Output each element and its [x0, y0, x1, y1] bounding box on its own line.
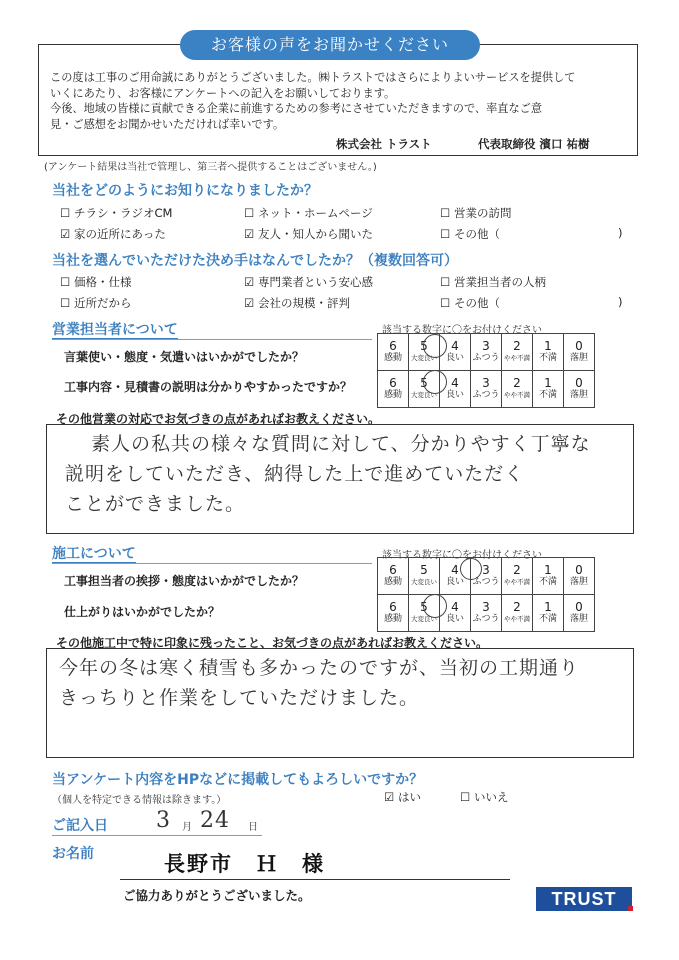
sales-rating-hint: 該当する数字に〇をお付けください [382, 325, 542, 336]
sales-question-1: 言葉使い・態度・気遣いはいかがでしたか？ [64, 350, 305, 364]
construction-section-title: 施工について [52, 546, 136, 562]
selected-rating-circle [423, 334, 447, 358]
comment-line: ことができました。 [65, 493, 246, 515]
privacy-note: (アンケート結果は当社で管理し、第三者へ提供することはございません。) [44, 162, 377, 173]
construction-question-2: 仕上がりはいかがでしたか？ [64, 605, 221, 619]
checkbox-icon[interactable]: ☐ [60, 206, 71, 220]
rating-cell-2[interactable]: 2 やや不満 [502, 334, 533, 371]
entry-month[interactable]: 3 [156, 808, 171, 833]
day-unit: 日 [248, 822, 258, 833]
rating-cell-3[interactable]: 3 ふつう [471, 595, 502, 632]
trust-logo: TRUST [536, 887, 632, 911]
rating-cell-2[interactable]: 2 やや不満 [502, 595, 533, 632]
sales-comment-prompt: その他営業の対応でお気づきの点があればお教えください。 [56, 412, 381, 426]
rating-cell-4[interactable]: 4 良い [440, 371, 471, 408]
construction-comment-prompt: その他施工中で特に印象に残ったこと、お気づきの点があればお教えください。 [56, 636, 489, 650]
q1-other-close: ) [618, 226, 623, 240]
month-unit: 月 [182, 822, 192, 833]
checkbox-icon[interactable]: ☐ [460, 790, 471, 804]
company-name: 株式会社 トラスト [336, 137, 432, 151]
checkbox-icon[interactable]: ☐ [60, 275, 71, 289]
divider [52, 563, 372, 564]
intro-line: 見・ご感想をお聞かせいただければ幸いです。 [50, 117, 285, 131]
thanks-message: ご協力ありがとうございました。 [123, 888, 311, 903]
q2-option-nearby[interactable]: ☐ 近所だから [60, 296, 132, 310]
checked-checkbox-icon[interactable]: ☑ [244, 296, 255, 310]
intro-line: この度は工事のご用命誠にありがとうございました。㈱トラストではさらによりよいサービスを提供して [50, 71, 576, 84]
q2-option-price[interactable]: ☐ 価格・仕様 [60, 275, 132, 289]
rating-cell-5[interactable]: 5 大変良い [409, 371, 440, 408]
checkbox-icon[interactable]: ☐ [440, 275, 451, 289]
checked-checkbox-icon[interactable]: ☑ [60, 227, 71, 241]
intro-line: 今後、地域の皆様に貢献できる企業に前進するための参考にさせていただきますので、率直なご意 [50, 102, 543, 115]
logo-accent-dot [628, 906, 633, 911]
checked-checkbox-icon[interactable]: ☑ [384, 790, 395, 804]
intro-line: いくにあたり、お客様にアンケートへの記入をお願いしております。 [50, 86, 396, 100]
comment-line: きっちりと作業をしていただけました。 [59, 687, 420, 709]
rating-cell-2[interactable]: 2 やや不満 [502, 558, 533, 595]
sales-rating-table [377, 333, 595, 408]
rating-cell-6[interactable]: 6 感動 [378, 334, 409, 371]
q2-option-reputation[interactable]: ☑ 会社の規模・評判 [244, 296, 350, 310]
q1-option-friend[interactable]: ☑ 友人・知人から聞いた [244, 227, 373, 241]
entry-day[interactable]: 24 [200, 808, 230, 833]
checkbox-icon[interactable]: ☐ [440, 296, 451, 310]
rating-cell-0[interactable]: 0 落胆 [564, 595, 595, 632]
construction-rating-table [377, 557, 595, 632]
rating-cell-3[interactable]: 3 ふつう [471, 334, 502, 371]
checkbox-icon[interactable]: ☐ [440, 206, 451, 220]
rating-row [378, 334, 595, 371]
rating-cell-0[interactable]: 0 落胆 [564, 371, 595, 408]
rating-cell-5[interactable]: 5 大変良い [409, 334, 440, 371]
q1-title: 当社をどのようにお知りになりましたか？ [52, 183, 318, 199]
checkbox-icon[interactable]: ☐ [440, 227, 451, 241]
q2-option-specialist[interactable]: ☑ 専門業者という安心感 [244, 275, 373, 289]
entry-date-label: ご記入日 [52, 818, 108, 834]
selected-rating-circle [423, 370, 447, 394]
publish-yes-option[interactable]: ☑ はい [384, 790, 421, 804]
survey-title: お客様の声をお聞かせください [180, 30, 480, 60]
checked-checkbox-icon[interactable]: ☑ [244, 227, 255, 241]
construction-comment-text [47, 649, 633, 713]
rating-row [378, 595, 595, 632]
comment-line: 今年の冬は寒く積雪も多かったのですが、当初の工期通り [59, 657, 580, 679]
publish-title: 当アンケート内容をHPなどに掲載してもよろしいですか？ [52, 772, 424, 788]
q2-option-sales-person[interactable]: ☐ 営業担当者の人柄 [440, 275, 546, 289]
intro-text [50, 70, 640, 132]
sales-question-2: 工事内容・見積書の説明は分かりやすかったですか？ [64, 380, 353, 394]
name-label: お名前 [52, 846, 94, 862]
rating-row [378, 558, 595, 595]
publish-no-option[interactable]: ☐ いいえ [460, 790, 509, 804]
rating-cell-4[interactable]: 4 良い [440, 595, 471, 632]
rating-cell-6[interactable]: 6 感動 [378, 595, 409, 632]
rating-cell-6[interactable]: 6 感動 [378, 371, 409, 408]
rating-cell-2[interactable]: 2 やや不満 [502, 371, 533, 408]
rating-cell-5[interactable]: 5 大変良い [409, 595, 440, 632]
q2-other-close: ) [618, 295, 623, 309]
comment-line: 素人の私共の様々な質問に対して、分かりやすく丁寧な [91, 433, 591, 455]
sales-comment-box[interactable] [46, 424, 634, 534]
construction-question-1: 工事担当者の挨拶・態度はいかがでしたか？ [64, 574, 305, 588]
selected-rating-circle [423, 594, 447, 618]
comment-line: 説明をしていただき、納得した上で進めていただく [65, 463, 525, 485]
representative-name: 代表取締役 濱口 祐樹 [478, 137, 590, 151]
rating-cell-1[interactable]: 1 不満 [533, 371, 564, 408]
rating-cell-4[interactable]: 4 良い [440, 334, 471, 371]
rating-cell-1[interactable]: 1 不満 [533, 558, 564, 595]
rating-cell-6[interactable]: 6 感動 [378, 558, 409, 595]
rating-cell-4[interactable]: 4 良い [440, 558, 471, 595]
sales-section-title: 営業担当者について [52, 322, 178, 338]
q1-option-nearby[interactable]: ☑ 家の近所にあった [60, 227, 166, 241]
rating-cell-0[interactable]: 0 落胆 [564, 558, 595, 595]
construction-comment-box[interactable] [46, 648, 634, 758]
rating-cell-1[interactable]: 1 不満 [533, 334, 564, 371]
rating-cell-3[interactable]: 3 ふつう [471, 371, 502, 408]
rating-row [378, 371, 595, 408]
q2-title: 当社を選んでいただけた決め手はなんでしたか？（複数回答可） [52, 253, 458, 269]
publish-note: （個人を特定できる情報は除きます。） [52, 795, 227, 806]
checked-checkbox-icon[interactable]: ☑ [244, 275, 255, 289]
construction-rating-hint: 該当する数字に〇をお付けください [382, 550, 542, 561]
rating-cell-1[interactable]: 1 不満 [533, 595, 564, 632]
rating-cell-0[interactable]: 0 落胆 [564, 334, 595, 371]
checkbox-icon[interactable]: ☐ [60, 296, 71, 310]
customer-name[interactable]: 長野市 Ｈ 様 [164, 852, 325, 876]
q1-option-sales-visit[interactable]: ☐ 営業の訪問 [440, 206, 512, 220]
rating-cell-5[interactable]: 5 大変良い [409, 558, 440, 595]
q1-option-flyer[interactable]: ☐ チラシ・ラジオCM [60, 206, 173, 220]
q2-option-other[interactable]: ☐ その他（ [440, 296, 500, 310]
q1-option-internet[interactable]: ☐ ネット・ホームページ [244, 206, 373, 220]
divider [52, 339, 372, 340]
sales-comment-text [47, 425, 633, 519]
rating-cell-3[interactable]: 3 ふつう [471, 558, 502, 595]
selected-rating-circle [460, 558, 482, 580]
checkbox-icon[interactable]: ☐ [244, 206, 255, 220]
name-underline [120, 879, 510, 880]
q1-option-other[interactable]: ☐ その他（ [440, 227, 500, 241]
